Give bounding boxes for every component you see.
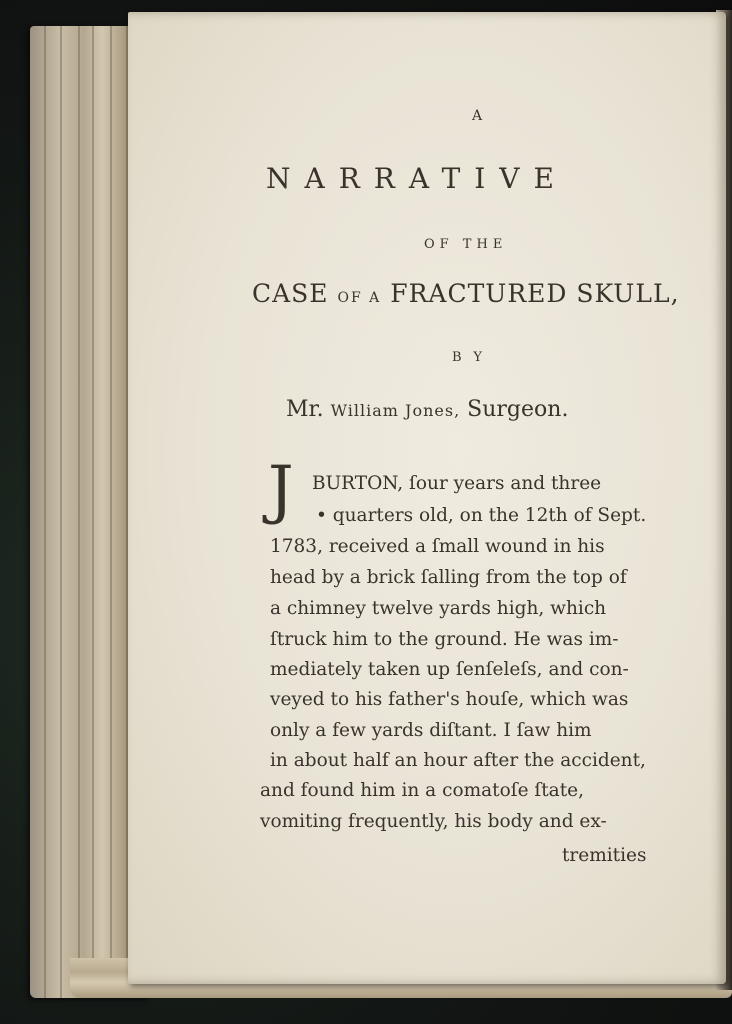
body-line: 1783, received a ſmall wound in his <box>270 536 605 557</box>
catchword: tremities <box>562 845 647 866</box>
author-name: William Jones, <box>330 401 461 420</box>
title-case-word: CASE <box>252 279 329 308</box>
author-title: Surgeon. <box>467 397 569 422</box>
body-line: ſtruck him to the ground. He was im- <box>270 629 619 650</box>
body-line: only a few yards diſtant. I ſaw him <box>270 720 592 741</box>
title-of-a: OF A <box>337 290 382 306</box>
body-line: vomiting frequently, his body and ex- <box>260 811 607 832</box>
drop-cap: J <box>268 453 294 527</box>
author-line <box>286 397 568 422</box>
page-content <box>128 12 726 984</box>
title-by: BY <box>452 350 494 365</box>
body-line: mediately taken up ſenſeleſs, and con- <box>270 659 629 680</box>
body-line: veyed to his father's houſe, which was <box>270 689 629 710</box>
author-mr: Mr. <box>286 397 324 422</box>
title-article: A <box>472 108 484 124</box>
body-line: • quarters old, on the 12th of Sept. <box>316 505 647 526</box>
title-case <box>252 279 680 308</box>
body-line: and found him in a comatoſe ſtate, <box>260 780 584 801</box>
body-line: in about half an hour after the accident, <box>270 750 646 771</box>
body-line: head by a brick ſalling from the top of <box>270 567 627 588</box>
body-line: BURTON, ſour years and three <box>312 473 602 494</box>
title-fractured-skull: FRACTURED SKULL, <box>390 279 680 308</box>
body-line: a chimney twelve yards high, which <box>270 598 607 619</box>
title-of-the: OF THE <box>424 237 508 252</box>
title-narrative: NARRATIVE <box>266 162 568 195</box>
